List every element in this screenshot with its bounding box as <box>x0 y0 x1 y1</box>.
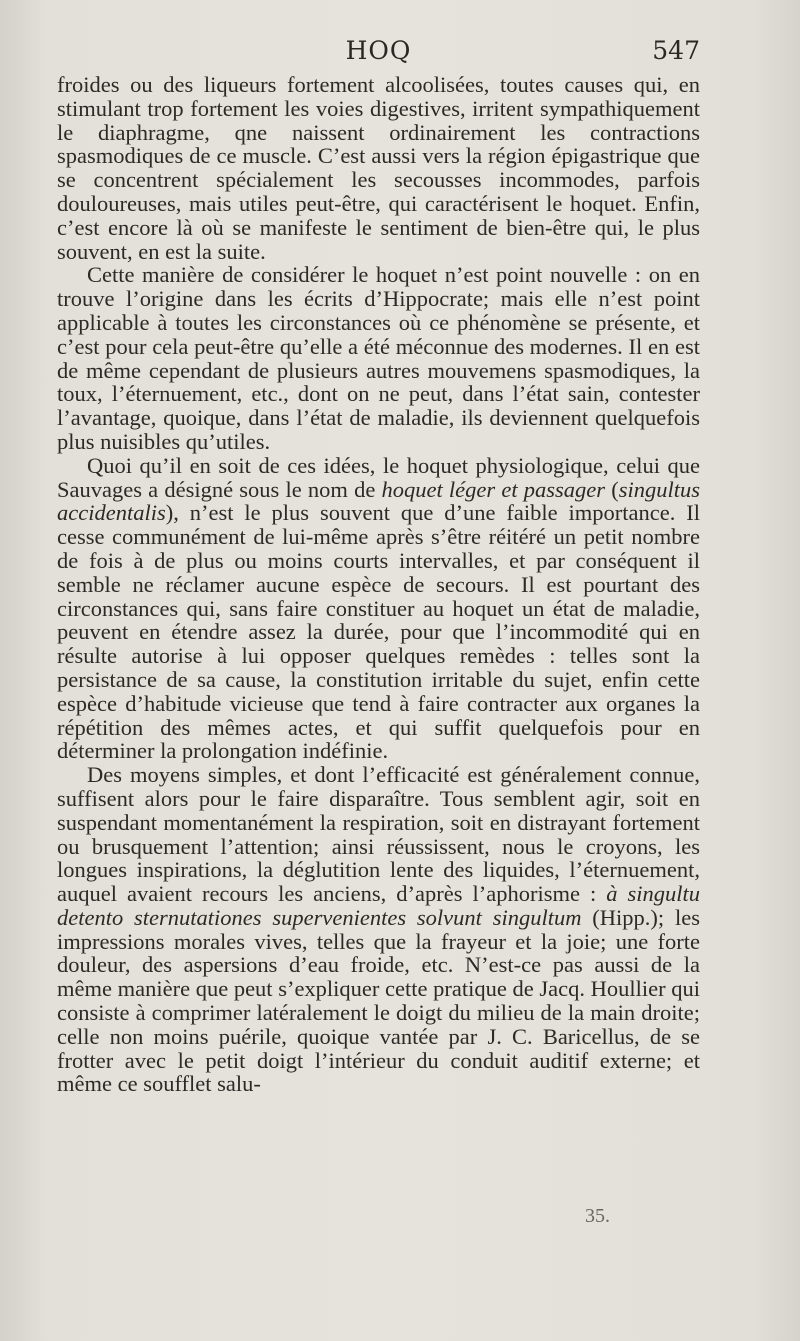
italic-text: à singultu detento sternutationes supervenientes solvunt singultum <box>57 881 701 930</box>
text-run: (Hipp.); les impressions morales vives, telles que la frayeur et la joie; une forte douleur, des aspersions d’eau froide, etc. N’est-ce pas aussi de la même manière que peut s’expliquer cette pratique de Jacq. Houllier qui consiste à comprimer latéralement le doigt du milieu de la main droite; celle non moins puérile, quoique vantée par J. C. Baricellus, de se frotter avec le petit doigt l’intérieur du conduit auditif externe; et même ce soufflet salu- <box>57 904 700 1097</box>
running-title: HOQ <box>345 36 412 65</box>
page-header <box>57 36 700 76</box>
signature-mark: 35. <box>585 1205 610 1227</box>
italic-text: hoquet léger et passager <box>381 476 606 502</box>
text-run: Cette manière de considérer le hoquet n’est point nouvelle : on en trouve l’origine dans les écrits d’Hippocrate; mais elle n’est point applicable à toutes les circonstances où ce phénomène se présente, et c’est pour cela peut-être qu’elle a été méconnue des modernes. Il en est de même cependant de plusieurs autres mouvemens spasmodiques, la toux, l’éternuement, etc., dont on ne peut, dans l’état sain, contester l’avantage, quoique, dans l’état de maladie, ils deviennent quelquefois plus nuisibles qu’utiles. <box>57 262 700 454</box>
text-run: Quoi qu’il en soit de ces idées, le hoquet physiologique, celui que Sauvages a désigné sous le nom de <box>57 452 700 502</box>
paragraph <box>57 263 700 453</box>
italic-text: singultus accidentalis <box>57 476 700 526</box>
body-text <box>57 73 700 1096</box>
paragraph <box>57 763 700 1096</box>
paragraph <box>57 73 700 263</box>
text-run: froides ou des liqueurs fortement alcoolisées, toutes causes qui, en stimulant trop fortement les voies digestives, irritent sympathiquement le diaphragme, qne naissent ordinairement les contractions spasmodiques de ce muscle. C’est aussi vers la région épigastrique que se concentrent spécialement les secousses incommodes, parfois douloureuses, mais utiles peut-être, qui caractérisent le hoquet. Enfin, c’est encore là où se manifeste le sentiment de bien-être qui, le plus souvent, en est la suite. <box>57 72 700 264</box>
paragraph <box>57 454 700 763</box>
page-number: 547 <box>652 36 700 65</box>
text-run: Des moyens simples, et dont l’efficacité est généralement connue, suffisent alors pour le faire disparaître. Tous semblent agir, soit en suspendant momentanément la respiration, soit en distrayant fortement ou brusquement l’attention; ainsi réussissent, nous le croyons, les longues inspirations, la déglutition lente des liquides, l’éternuement, auquel avaient recours les anciens, d’après l’aphorisme : <box>57 762 700 907</box>
text-run: ( <box>605 476 619 502</box>
text-run: ), n’est le plus souvent que d’une faible importance. Il cesse communément de lui-même après s’être réitéré un petit nombre de fois à de plus ou moins courts intervalles, et par conséquent il semble ne réclamer aucune espèce de secours. Il est pourtant des circonstances qui, sans faire constituer au hoquet un état de maladie, peuvent en étendre assez la durée, pour que l’incommodité qui en résulte autorise à lui opposer quelques remèdes : telles sont la persistance de sa cause, la constitution irritable du sujet, enfin cette espèce d’habitude vicieuse que tend à faire contracter aux organes la répétition des mêmes actes, et qui suffit quelquefois pour en déterminer la prolongation indéfinie. <box>57 500 700 764</box>
